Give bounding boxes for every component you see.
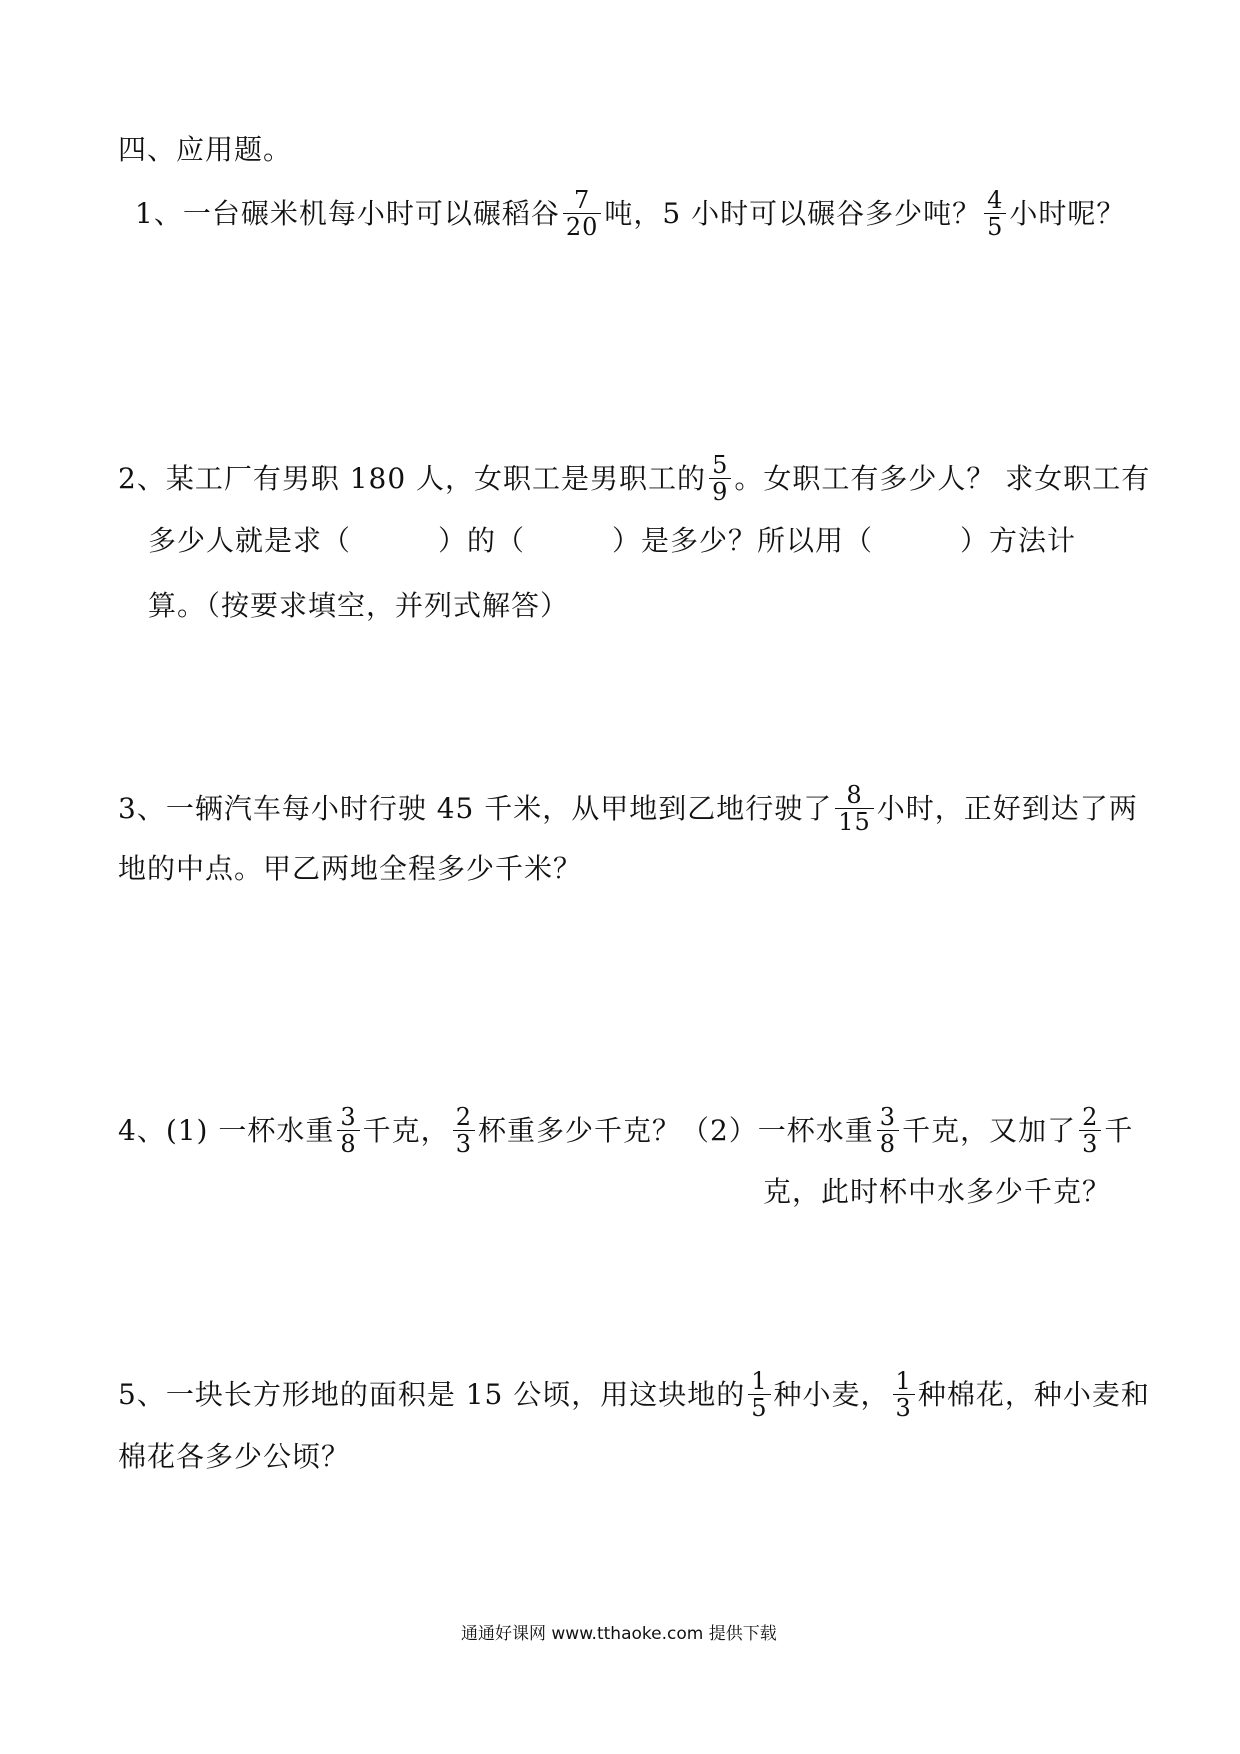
fraction-1-3: $\frac{1}{3}$ (893, 1368, 915, 1421)
fraction-2-3-second: $\frac{2}{3}$ (1079, 1104, 1101, 1157)
question-1: 1、一台碾米机每小时可以碾稻谷 $\frac{7}{20}$ 吨，5 小时可以碾谷多少吨？ $\frac{4}{5}$ 小时呢？ (135, 186, 1126, 241)
fraction-3-8-second: $\frac{3}{8}$ (877, 1104, 899, 1157)
question-2-line-3: 算。（按要求填空，并列式解答） (148, 589, 570, 622)
fraction-8-15: $\frac{8}{15}$ (835, 782, 874, 835)
fraction-2-3: $\frac{2}{3}$ (453, 1104, 475, 1157)
fraction-7-20: $\frac{7}{20}$ (563, 187, 602, 240)
fraction-3-8: $\frac{3}{8}$ (337, 1104, 359, 1157)
fraction-5-9: $\frac{5}{9}$ (709, 452, 731, 505)
question-3-line-1: 3、一辆汽车每小时行驶 45 千米，从甲地到乙地行驶了 $\frac{8}{15}$ 小时，正好到达了两 (118, 781, 1138, 836)
fraction-4-5: $\frac{4}{5}$ (984, 187, 1006, 240)
fraction-1-5: $\frac{1}{5}$ (748, 1368, 770, 1421)
question-2-line-1: 2、某工厂有男职 180 人，女职工是男职工的 $\frac{5}{9}$ 。女职工有多少人？ 求女职工有 (118, 451, 1151, 506)
question-2-line-2: 多少人就是求（ ）的（ ）是多少？所以用（ ）方法计 (148, 524, 1077, 557)
question-5-line-2: 棉花各多少公顷？ (118, 1440, 351, 1473)
section-title: 四、应用题。 (118, 133, 293, 166)
question-3-line-2: 地的中点。甲乙两地全程多少千米？ (118, 852, 583, 885)
footer-credit: 通通好课网 www.tthaoke.com 提供下载 (461, 1624, 777, 1644)
question-4-line-2: 克，此时杯中水多少千克？ (763, 1175, 1112, 1208)
question-5-line-1: 5、一块长方形地的面积是 15 公顷，用这块地的 $\frac{1}{5}$ 种小麦， $\frac{1}{3}$ 种棉花，种小麦和 (118, 1367, 1150, 1422)
question-4-line-1: 4、(1) 一杯水重 $\frac{3}{8}$ 千克， $\frac{2}{3}$ 杯重多少千克？（2）一杯水重 $\frac{3}{8}$ 千克，又加了 $\frac{2}{3}$ 千 (118, 1103, 1134, 1158)
